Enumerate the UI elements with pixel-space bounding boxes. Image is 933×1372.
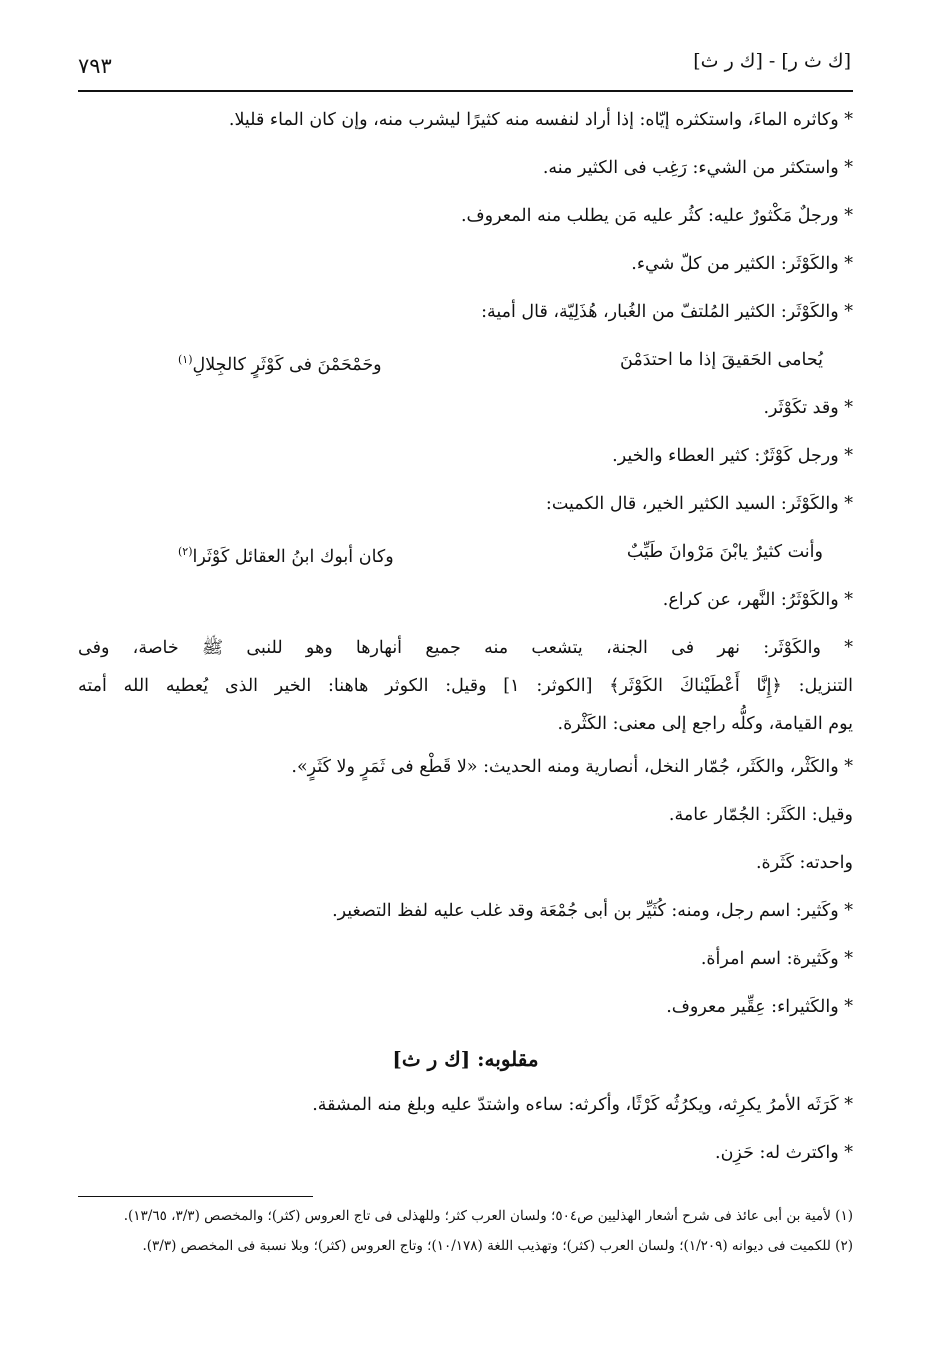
entry-line: * والكَوْثَر: الكثير من كلّ شيء. (631, 254, 853, 274)
header-rule (78, 90, 853, 92)
entry-line: * والكَوْثَر: الكثير المُلتفّ من الغُبار، هُذَلِيّة، قال أمية: (481, 302, 853, 322)
footnote-ref: (٢) (178, 545, 193, 558)
entry-body (78, 96, 853, 1177)
entry-line: * ورجل كَوْثَرٌ: كثير العطاء والخير. (612, 446, 853, 466)
entry-line: * واكترث له: حَزِن. (715, 1143, 853, 1163)
dictionary-page (78, 0, 853, 1372)
kawthar-paragraph (78, 624, 853, 743)
entry-line: واحدته: كَثَرة. (755, 853, 853, 873)
verse-first-hemistich: يُحامى الحَقيقَ إذا ما احتدَمْنَ (620, 350, 823, 370)
entry-line: * ورجلٌ مَكْثورٌ عليه: كثُر عليه مَن يطلب منه المعروف. (460, 206, 853, 226)
footnotes (78, 1204, 853, 1264)
poem-verse-kumayt (78, 528, 853, 576)
poem-verse-umayya (78, 336, 853, 384)
entry-line: * وقد تكَوْثَر. (763, 398, 853, 418)
entry-line: * وكَثيرة: اسم امرأة. (700, 949, 853, 969)
entry-line: * وكاثره الماءَ، واستكثره إيّاه: إذا أراد لنفسه منه كثيرًا ليشرب منه، وإن كان الماء قليلا. (228, 110, 853, 130)
entry-line: وقيل: الكَثَر: الجُمّار عامة. (668, 805, 853, 825)
entry-line: * والكَثْر، والكَثَر، جُمّار النخل، أنصارية ومنه الحديث: «لا قَطْع فى ثَمَرٍ ولا كَثَرٍ». (291, 757, 853, 777)
footnote-ref: (١) (178, 353, 193, 366)
entry-line: * وكَثير: اسم رجل، ومنه: كُثَيِّر بن أبى جُمْعَة وقد غلب عليه لفظ التصغير. (332, 901, 853, 921)
footnote-rule (78, 1196, 313, 1197)
entry-line: * والكَوْثَرُ: النَّهر، عن كراع. (662, 590, 853, 610)
subsection-title: مقلوبه: [ك ر ث] (392, 1047, 539, 1071)
verse-second-hemistich: وكان أبوك ابنُ العقائل كَوْثَرا$^{(٢)}$ (178, 545, 394, 567)
footnote: (١) لأمية بن أبى عائذ فى شرح أشعار الهذليين ص٥٠٤؛ ولسان العرب كثر؛ وللهذلى فى تاج العروس (كثر)؛ والمخصص (٣/٣، ١٣/٦٥). (123, 1208, 853, 1224)
verse-first-hemistich: وأنت كثيرٌ يابْنَ مَرْوانَ طَيِّبٌ (626, 542, 823, 562)
paragraph-line: * والكَوْثَر: نهر فى الجنة، يتشعب منه جميع أنهارها وهو للنبى ﷺ خاصة، وفى (78, 638, 853, 658)
paragraph-line: يوم القيامة، وكلُّه راجع إلى معنى: الكَثْرة. (557, 714, 853, 734)
verse-second-hemistich: وحَمْحَمْنَ فى كَوْثَرٍ كالجِلالِ$^{(١)}$ (178, 353, 382, 375)
entry-line: * واستكثر من الشيء: رَغِب فى الكثير منه. (542, 158, 853, 178)
entry-line: * والكَوْثَر: السيد الكثير الخير، قال الكميت: (545, 494, 853, 514)
root-heading: [ك ث ر] - [ك ر ث] (693, 50, 851, 72)
footnote: (٢) للكميت فى ديوانه (١/٢٠٩)؛ ولسان العرب (كثر)؛ وتهذيب اللغة (١٠/١٧٨)؛ وتاج العروس (كثر)؛ وبلا نسبة فى المخصص (٣/٣). (142, 1238, 853, 1254)
page-header (78, 46, 853, 86)
paragraph-line: التنزيل: ﴿إِنَّا أَعْطَيْناكَ الكَوْثَر﴾ [الكوثر: ١] وقيل: الكوثر هاهنا: الخير الذى يُعطيه الله أمته (78, 676, 853, 696)
entry-line: * كَرَثَه الأمرُ يكرِثه، ويكرُثُه كَرْثًا، وأكرثه: ساءه واشتدّ عليه وبلغ منه المشقة. (312, 1095, 853, 1115)
entry-line: * والكَثيراء: عِقِّير معروف. (666, 997, 853, 1017)
page-number: ٧٩٣ (78, 54, 112, 78)
